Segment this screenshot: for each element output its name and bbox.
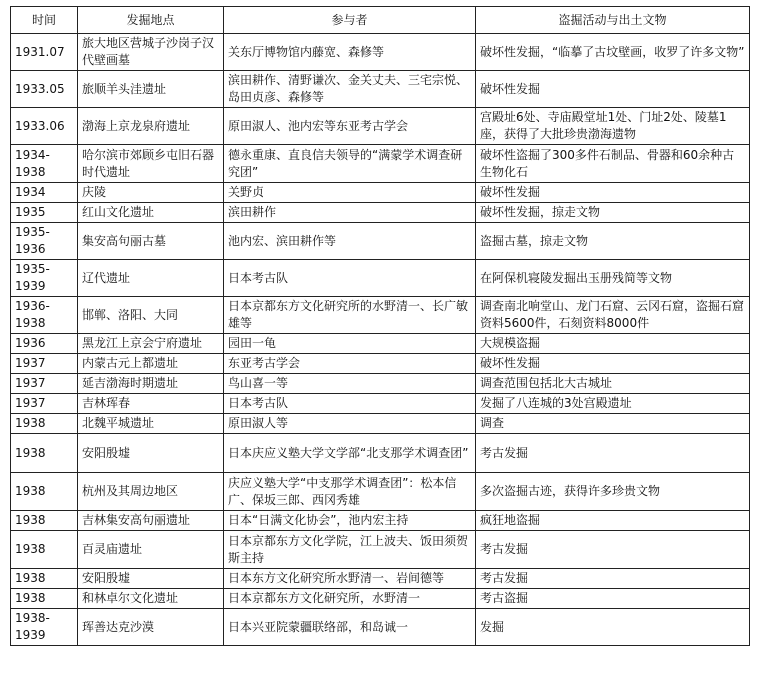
cell-time: 1933.06 xyxy=(11,108,78,145)
cell-participants: 日本京都东方文化研究所的水野清一、长广敏雄等 xyxy=(224,297,476,334)
cell-activity: 考古发掘 xyxy=(476,569,750,589)
cell-site: 辽代遗址 xyxy=(78,260,224,297)
table-row xyxy=(11,473,750,511)
table-row xyxy=(11,354,750,374)
cell-time: 1938 xyxy=(11,414,78,434)
cell-activity: 破坏性发掘，掠走文物 xyxy=(476,203,750,223)
cell-time: 1937 xyxy=(11,354,78,374)
cell-time: 1936 xyxy=(11,334,78,354)
cell-activity: 多次盗掘古迹，获得许多珍贵文物 xyxy=(476,473,750,511)
cell-participants: 关野贞 xyxy=(224,183,476,203)
cell-activity: 考古发掘 xyxy=(476,531,750,569)
cell-time: 1938 xyxy=(11,434,78,473)
cell-participants: 滨田耕作、清野谦次、金关丈夫、三宅宗悦、岛田贞彦、森修等 xyxy=(224,71,476,108)
cell-participants: 日本东方文化研究所水野清一、岩间德等 xyxy=(224,569,476,589)
cell-site: 红山文化遗址 xyxy=(78,203,224,223)
table-row xyxy=(11,609,750,646)
cell-site: 百灵庙遗址 xyxy=(78,531,224,569)
cell-participants: 日本考古队 xyxy=(224,260,476,297)
cell-participants: 日本“日满文化协会”，池内宏主持 xyxy=(224,511,476,531)
header-site: 发掘地点 xyxy=(78,7,224,34)
header-participants: 参与者 xyxy=(224,7,476,34)
cell-activity: 破坏性发掘 xyxy=(476,71,750,108)
cell-time: 1935 xyxy=(11,203,78,223)
cell-time: 1938 xyxy=(11,569,78,589)
cell-participants: 鸟山喜一等 xyxy=(224,374,476,394)
cell-activity: 调查南北响堂山、龙门石窟、云冈石窟，盗掘石窟资料5600件，石刻资料8000件 xyxy=(476,297,750,334)
cell-site: 安阳殷墟 xyxy=(78,569,224,589)
cell-site: 庆陵 xyxy=(78,183,224,203)
cell-site: 渤海上京龙泉府遗址 xyxy=(78,108,224,145)
cell-time: 1934 xyxy=(11,183,78,203)
cell-participants: 日本京都东方文化研究所，水野清一 xyxy=(224,589,476,609)
table-row xyxy=(11,34,750,71)
cell-site: 吉林珲春 xyxy=(78,394,224,414)
table-body xyxy=(11,34,750,646)
cell-activity: 宫殿址6处、寺庙殿堂址1处、门址2处、陵墓1座，获得了大批珍贵渤海遗物 xyxy=(476,108,750,145)
cell-activity: 盗掘古墓，掠走文物 xyxy=(476,223,750,260)
cell-activity: 破坏性发掘 xyxy=(476,354,750,374)
table-row xyxy=(11,145,750,183)
cell-participants: 原田淑人、池内宏等东亚考古学会 xyxy=(224,108,476,145)
cell-activity: 疯狂地盗掘 xyxy=(476,511,750,531)
table-row xyxy=(11,334,750,354)
table-row xyxy=(11,414,750,434)
cell-participants: 日本兴亚院蒙疆联络部，和岛诚一 xyxy=(224,609,476,646)
header-time: 时间 xyxy=(11,7,78,34)
cell-site: 北魏平城遗址 xyxy=(78,414,224,434)
cell-activity: 破坏性发掘 xyxy=(476,183,750,203)
cell-time: 1938 xyxy=(11,531,78,569)
table-header-row xyxy=(11,7,750,34)
cell-activity: 考古盗掘 xyxy=(476,589,750,609)
cell-activity: 大规模盗掘 xyxy=(476,334,750,354)
cell-site: 延吉渤海时期遗址 xyxy=(78,374,224,394)
table-row xyxy=(11,511,750,531)
table-row xyxy=(11,71,750,108)
cell-activity: 考古发掘 xyxy=(476,434,750,473)
cell-time: 1935-1939 xyxy=(11,260,78,297)
cell-activity: 发掘了八连城的3处宫殿遗址 xyxy=(476,394,750,414)
cell-time: 1934-1938 xyxy=(11,145,78,183)
cell-time: 1938 xyxy=(11,589,78,609)
table-row xyxy=(11,297,750,334)
cell-site: 集安高句丽古墓 xyxy=(78,223,224,260)
cell-activity: 调查 xyxy=(476,414,750,434)
cell-time: 1931.07 xyxy=(11,34,78,71)
table-row xyxy=(11,394,750,414)
cell-participants: 日本京都东方文化学院，江上波夫、饭田须贺斯主持 xyxy=(224,531,476,569)
cell-participants: 滨田耕作 xyxy=(224,203,476,223)
cell-site: 和林卓尔文化遗址 xyxy=(78,589,224,609)
cell-time: 1938 xyxy=(11,473,78,511)
cell-activity: 在阿保机寝陵发掘出玉册残简等文物 xyxy=(476,260,750,297)
cell-activity: 破坏性盗掘了300多件石制品、骨器和60余种古生物化石 xyxy=(476,145,750,183)
cell-participants: 园田一龟 xyxy=(224,334,476,354)
cell-site: 旅顺羊头洼遗址 xyxy=(78,71,224,108)
cell-participants: 庆应义塾大学“中支那学术调查团”：松本信广、保坂三郎、西冈秀雄 xyxy=(224,473,476,511)
table-row xyxy=(11,569,750,589)
cell-participants: 池内宏、滨田耕作等 xyxy=(224,223,476,260)
table-row xyxy=(11,223,750,260)
cell-site: 杭州及其周边地区 xyxy=(78,473,224,511)
header-activity: 盗掘活动与出土文物 xyxy=(476,7,750,34)
cell-site: 邯郸、洛阳、大同 xyxy=(78,297,224,334)
cell-participants: 日本考古队 xyxy=(224,394,476,414)
cell-site: 内蒙古元上都遗址 xyxy=(78,354,224,374)
cell-time: 1936-1938 xyxy=(11,297,78,334)
cell-site: 珲善达克沙漠 xyxy=(78,609,224,646)
cell-site: 哈尔滨市郊顾乡屯旧石器时代遗址 xyxy=(78,145,224,183)
cell-participants: 日本庆应义塾大学文学部“北支那学术调查团” xyxy=(224,434,476,473)
cell-activity: 发掘 xyxy=(476,609,750,646)
table-row xyxy=(11,203,750,223)
table-row xyxy=(11,108,750,145)
cell-participants: 关东厅博物馆内藤宽、森修等 xyxy=(224,34,476,71)
cell-site: 旅大地区营城子沙岗子汉代壁画墓 xyxy=(78,34,224,71)
table-row xyxy=(11,260,750,297)
cell-participants: 原田淑人等 xyxy=(224,414,476,434)
cell-site: 安阳殷墟 xyxy=(78,434,224,473)
cell-time: 1938-1939 xyxy=(11,609,78,646)
cell-activity: 破坏性发掘，“临摹了古坟壁画，收罗了许多文物” xyxy=(476,34,750,71)
cell-participants: 德永重康、直良信夫领导的“满蒙学术调查研究团” xyxy=(224,145,476,183)
cell-time: 1937 xyxy=(11,374,78,394)
cell-time: 1937 xyxy=(11,394,78,414)
cell-activity: 调查范围包括北大古城址 xyxy=(476,374,750,394)
table-container xyxy=(10,6,749,646)
table-row xyxy=(11,183,750,203)
cell-participants: 东亚考古学会 xyxy=(224,354,476,374)
excavation-table xyxy=(10,6,750,646)
cell-time: 1935-1936 xyxy=(11,223,78,260)
table-row xyxy=(11,589,750,609)
table-row xyxy=(11,531,750,569)
cell-time: 1933.05 xyxy=(11,71,78,108)
cell-time: 1938 xyxy=(11,511,78,531)
cell-site: 黑龙江上京会宁府遗址 xyxy=(78,334,224,354)
table-row xyxy=(11,374,750,394)
table-row xyxy=(11,434,750,473)
cell-site: 吉林集安高句丽遗址 xyxy=(78,511,224,531)
